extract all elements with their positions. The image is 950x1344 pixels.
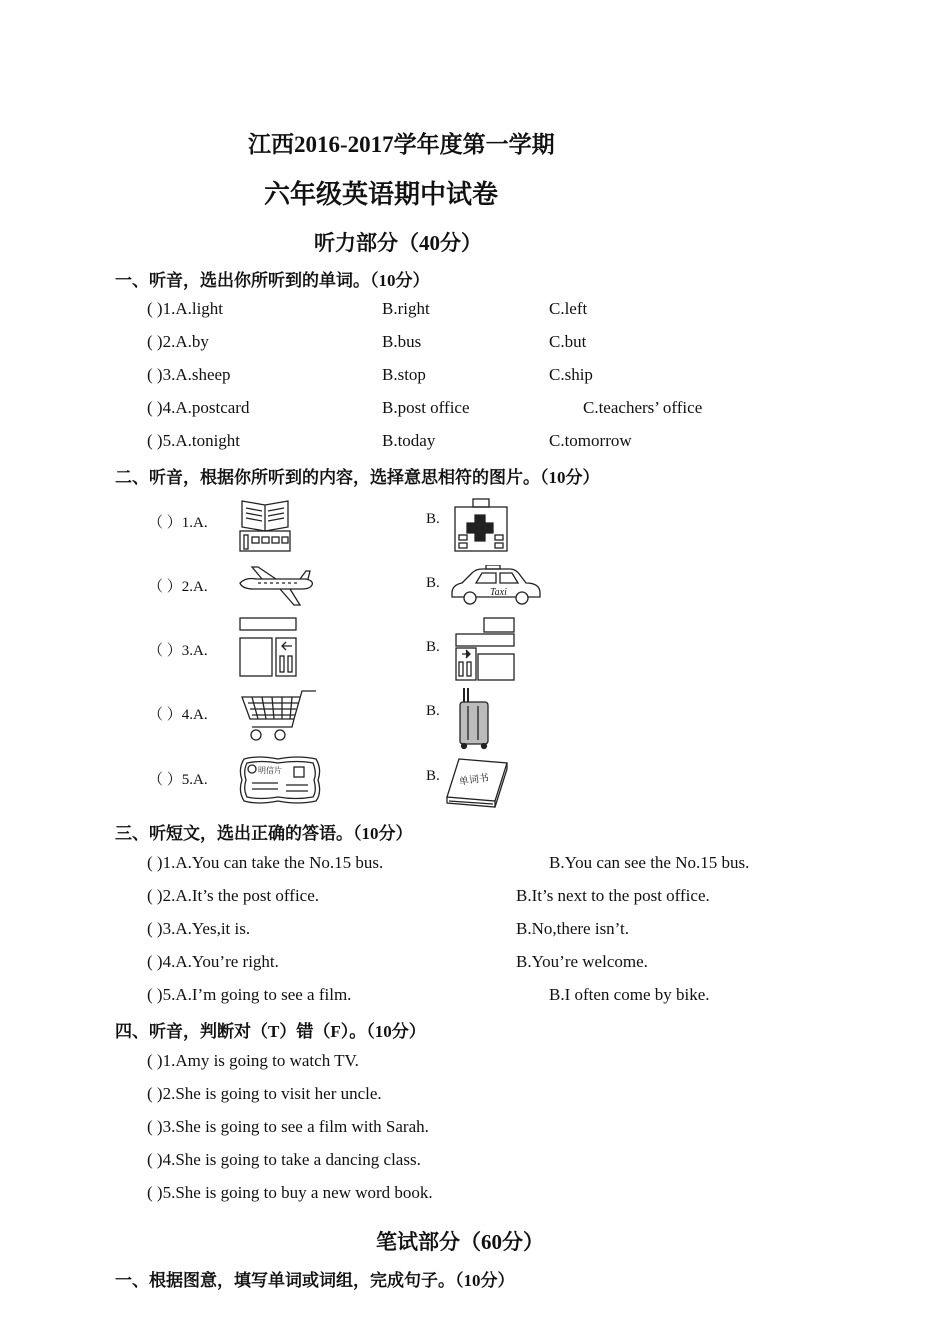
option-a: ( )2.A.It’s the post office. — [147, 886, 320, 905]
statement-item: ( )2.She is going to visit her uncle. — [147, 1084, 382, 1103]
option-b: B. — [426, 511, 440, 527]
statement-item: ( )4.She is going to take a dancing class. — [147, 1150, 421, 1169]
section-2-heading: 二、听音，根据你所听到的内容，选择意思相符的图片。（10分） — [115, 468, 600, 487]
option-b: B.You’re welcome. — [516, 952, 648, 971]
building-map-b-icon — [454, 616, 516, 682]
option-b: B.I often come by bike. — [549, 985, 710, 1004]
option-b: B.No,there isn’t. — [516, 919, 630, 938]
option-b: B.post office — [382, 398, 470, 417]
option-b: B. — [426, 768, 440, 784]
option-c: C.tomorrow — [549, 431, 632, 450]
option-a: ( )1.A.You can take the No.15 bus. — [147, 853, 384, 872]
option-c: C.but — [549, 332, 587, 351]
question-text: ( )5.A.tonight — [147, 431, 241, 450]
suitcase-icon — [456, 686, 492, 750]
section-4-heading: 四、听音，判断对（T）错（F）。（10分） — [115, 1022, 426, 1041]
section-3-heading: 三、听短文，选出正确的答语。（10分） — [115, 824, 413, 843]
question-text: （ ）1.A. — [148, 515, 208, 531]
writing-1-heading: 一、根据图意，填写单词或词组，完成句子。（10分） — [115, 1271, 515, 1290]
question-text: ( )4.A.postcard — [147, 398, 250, 417]
bookstore-icon — [238, 497, 294, 553]
statement-item: ( )5.She is going to buy a new word book. — [147, 1183, 433, 1202]
option-b: B.right — [382, 299, 430, 318]
building-map-a-icon — [238, 616, 298, 678]
option-b: B.It’s next to the post office. — [516, 886, 710, 905]
option-b: B. — [426, 703, 440, 719]
word-book-icon — [443, 757, 509, 809]
postcard-icon — [238, 755, 322, 805]
option-c: C.left — [549, 299, 588, 318]
hospital-icon — [451, 497, 511, 553]
title-line-2: 六年级英语期中试卷 — [264, 180, 499, 209]
question-text: （ ）5.A. — [148, 772, 208, 788]
option-b: B.bus — [382, 332, 422, 351]
option-c: C.ship — [549, 365, 593, 384]
section-1-heading: 一、听音，选出你所听到的单词。（10分） — [115, 271, 430, 290]
question-text: ( )1.A.light — [147, 299, 224, 318]
title-line-1: 江西2016-2017学年度第一学期 — [248, 132, 555, 157]
statement-item: ( )1.Amy is going to watch TV. — [147, 1051, 359, 1070]
option-b: B. — [426, 575, 440, 591]
option-a: ( )3.A.Yes,it is. — [147, 919, 251, 938]
postcard-label: 明信片 — [258, 766, 282, 775]
option-b: B.stop — [382, 365, 426, 384]
option-a: ( )4.A.You’re right. — [147, 952, 279, 971]
option-c: C.teachers’ office — [583, 398, 703, 417]
question-text: （ ）3.A. — [148, 643, 208, 659]
option-b: B.You can see the No.15 bus. — [549, 853, 750, 872]
writing-section-header: 笔试部分（60分） — [376, 1230, 544, 1254]
option-b: B.today — [382, 431, 436, 450]
question-text: ( )2.A.by — [147, 332, 209, 351]
question-text: （ ）2.A. — [148, 579, 208, 595]
taxi-icon — [448, 565, 544, 607]
option-b: B. — [426, 639, 440, 655]
statement-item: ( )3.She is going to see a film with Sarah. — [147, 1117, 429, 1136]
question-text: ( )3.A.sheep — [147, 365, 231, 384]
taxi-label: Taxi — [490, 587, 507, 598]
shopping-cart-icon — [238, 689, 318, 743]
listening-section-header: 听力部分（40分） — [314, 231, 482, 255]
option-a: ( )5.A.I’m going to see a film. — [147, 985, 352, 1004]
plane-icon — [236, 563, 316, 609]
word-book-label: 单词书 — [458, 772, 490, 788]
question-text: （ ）4.A. — [148, 707, 208, 723]
